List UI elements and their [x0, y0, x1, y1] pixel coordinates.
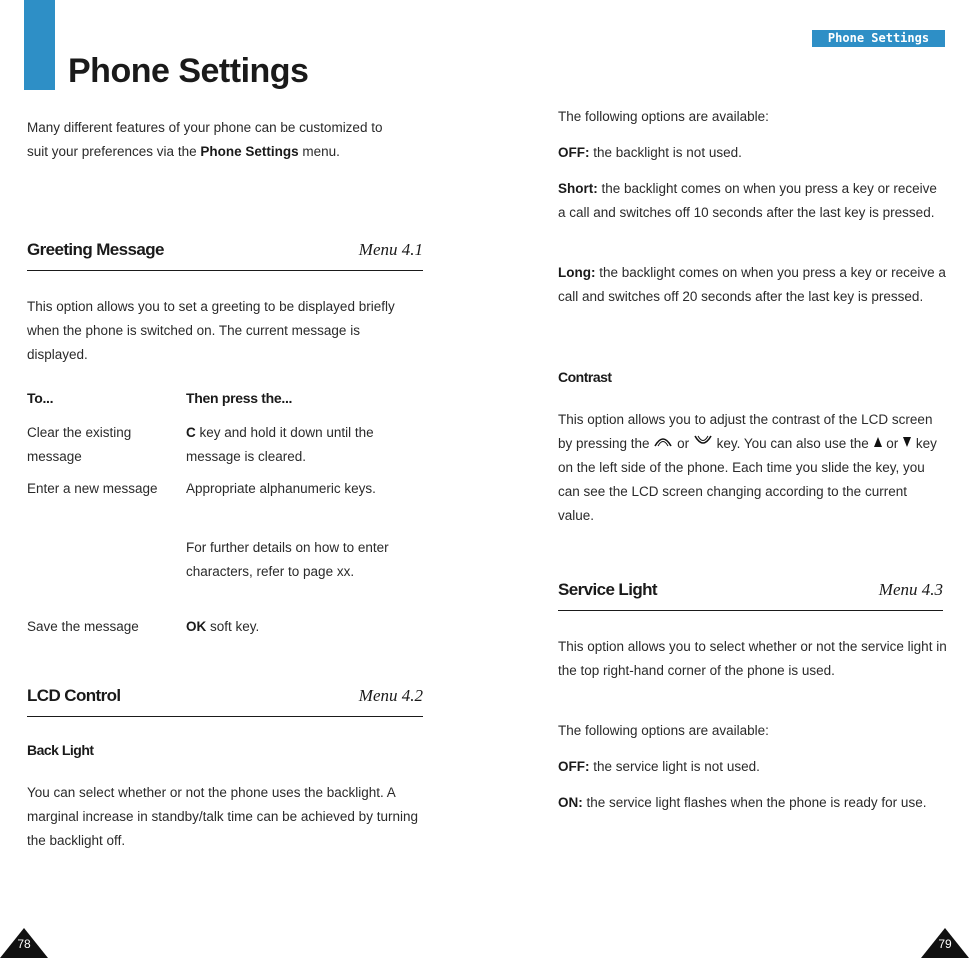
service-off-label: OFF:: [558, 759, 590, 774]
down-arc-icon: [693, 432, 713, 456]
option-off: [558, 141, 948, 165]
table-row-1-key: [186, 421, 396, 469]
table-row-4-action: Save the message: [27, 619, 139, 634]
contrast-text-1: This option allows you to adjust the contrast of the LCD screen by pressing the: [558, 412, 933, 451]
service-menu-number: Menu 4.3: [878, 580, 943, 599]
service-description: This option allows you to select whether or not the service light in the top right-hand corner of the phone is used.: [558, 639, 947, 678]
table-row-1-key-text: key and hold it down until the message is cleared.: [186, 425, 374, 464]
intro-text: Many different features of your phone can be customized to suit your preferences via the: [27, 120, 383, 159]
table-row-2-key: Appropriate alphanumeric keys.: [186, 481, 376, 496]
table-row-1-action: Clear the existing message: [27, 425, 132, 464]
table-row-4-key: [186, 615, 396, 639]
up-arc-icon: [653, 432, 673, 456]
option-off-label: OFF:: [558, 145, 590, 160]
option-long-text: the backlight comes on when you press a key or receive a call and switches off 20 seconds after the last key is pressed.: [558, 265, 946, 304]
intro-paragraph: [27, 116, 407, 164]
left-page-number: 78: [17, 937, 31, 951]
option-short-label: Short:: [558, 181, 598, 196]
service-options-intro: The following options are available:: [558, 723, 769, 738]
table-row-3-note: For further details on how to enter characters, refer to page xx.: [186, 540, 389, 579]
backlight-heading: Back Light: [27, 742, 94, 758]
greeting-section-header: [27, 240, 423, 271]
options-intro: The following options are available:: [558, 109, 769, 124]
service-on-label: ON:: [558, 795, 583, 810]
option-off-text: the backlight is not used.: [589, 145, 742, 160]
service-title: Service Light: [558, 580, 657, 599]
contrast-or-2: or: [886, 436, 899, 451]
contrast-text-2: key. You can also use the: [716, 436, 869, 451]
table-row-4-key-text: soft key.: [206, 619, 260, 634]
option-long: [558, 261, 948, 309]
backlight-description: You can select whether or not the phone uses the backlight. A marginal increase in standby/talk time can be achieved by turning the backlight off.: [27, 785, 418, 848]
lcd-section-header: [27, 686, 423, 717]
contrast-text-3: key on the left side of the phone. Each time you slide the key, you can see the LCD screen changing according to the current value.: [558, 436, 937, 524]
option-short-text: the backlight comes on when you press a key or receive a call and switches off 10 seconds after the last key is pressed.: [558, 181, 937, 220]
table-row-2-action: Enter a new message: [27, 481, 158, 496]
lcd-menu-number: Menu 4.2: [358, 686, 423, 705]
right-page-number: 79: [938, 937, 952, 951]
down-triangle-icon: [902, 432, 912, 456]
service-section-header: [558, 580, 943, 611]
key-ok: OK: [186, 619, 207, 634]
intro-text-end: menu.: [298, 144, 340, 159]
page-title: Phone Settings: [68, 52, 309, 90]
contrast-heading: Contrast: [558, 369, 612, 385]
service-on-text: the service light flashes when the phone is ready for use.: [582, 795, 927, 810]
greeting-menu-number: Menu 4.1: [358, 240, 423, 259]
running-header-tag: Phone Settings: [812, 30, 945, 47]
service-option-on: [558, 791, 948, 815]
contrast-description: [558, 408, 946, 528]
greeting-description: This option allows you to set a greeting to be displayed briefly when the phone is switched on. The current message is displayed.: [27, 299, 395, 362]
key-c: C: [186, 425, 196, 440]
table-header-press: Then press the...: [186, 390, 293, 406]
intro-bold-menu: Phone Settings: [200, 144, 299, 159]
option-long-label: Long:: [558, 265, 596, 280]
contrast-or-1: or: [677, 436, 690, 451]
service-option-off: [558, 755, 948, 779]
option-short: [558, 177, 948, 225]
greeting-title: Greeting Message: [27, 240, 164, 259]
title-accent-bar: [24, 0, 55, 90]
up-triangle-icon: [873, 432, 883, 456]
service-off-text: the service light is not used.: [589, 759, 760, 774]
table-header-to: To...: [27, 390, 54, 406]
lcd-title: LCD Control: [27, 686, 121, 705]
